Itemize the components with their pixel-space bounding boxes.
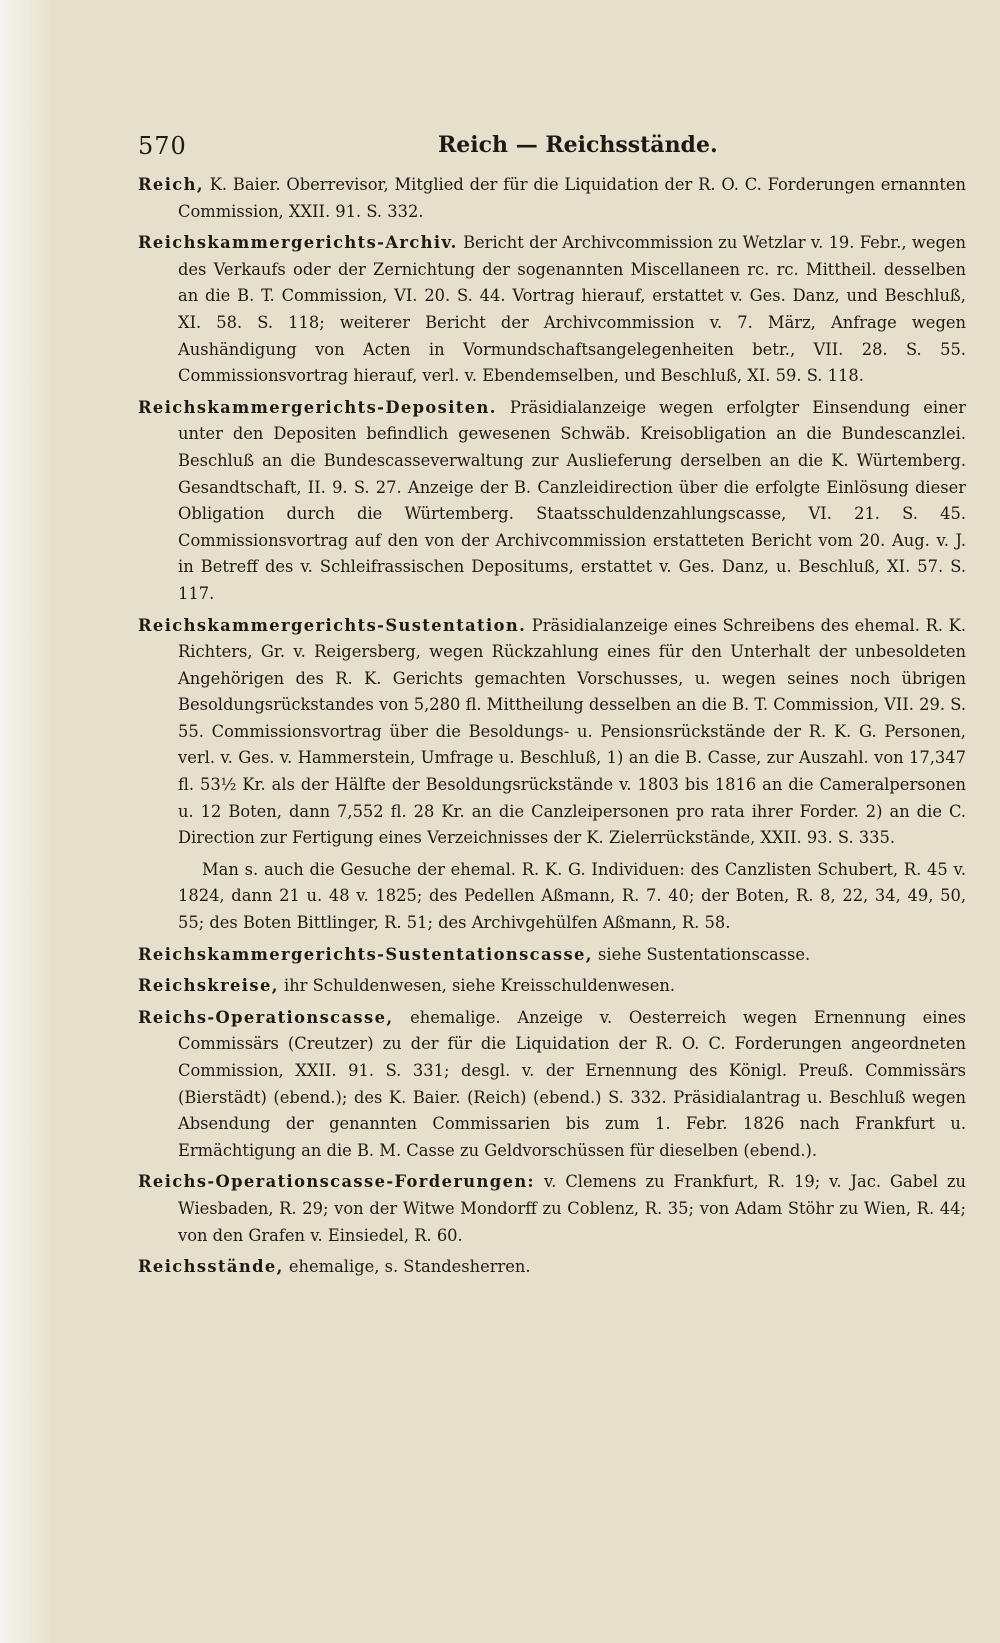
- entry-headword: Reichskammergerichts-Sustentationscasse,: [138, 944, 593, 964]
- page-content: [138, 128, 966, 1286]
- entry-headword: Reichsstände,: [138, 1257, 284, 1277]
- entry-headword: Reich,: [138, 175, 204, 194]
- entry-headword: Reichs-Operationscasse,: [138, 1007, 394, 1027]
- page-gutter: [0, 0, 50, 1643]
- index-entry-reichskreise: [138, 973, 966, 1000]
- page-number: 570: [138, 132, 187, 160]
- index-entry-reichs-operationscasse: [138, 1005, 966, 1165]
- entry-text: ehemalige, s. Standesherren.: [288, 1257, 531, 1277]
- entry-headword: Reichskammergerichts-Archiv.: [138, 233, 458, 253]
- index-entry-reichskammergerichts-sustentation: [138, 613, 966, 852]
- entry-text: v. Clemens zu Frankfurt, R. 19; v. Jac. Gabel zu Wiesbaden, R. 29; von der Witwe Mondorff zu Coblenz, R. 35; von Adam Stöhr zu Wien, R. 44; von den Grafen v. Einsiedel, R. 60.: [178, 1172, 966, 1245]
- running-head: Reich — Reichsstände.: [438, 132, 718, 158]
- entry-headword: Reichskammergerichts-Depositen.: [138, 397, 497, 417]
- entry-text: Präsidialanzeige wegen erfolgter Einsendung einer unter den Depositen befindlich gewesenen Schwäb. Kreisobligation an die Bundescanzlei. Beschluß an die Bundescasseverwaltung zur Auslieferung derselben an die K. Würtemberg. Gesandtschaft, II. 9. S. 27. Anzeige der B. Canzleidirection über die erfolgte Einlösung dieser Obligation durch die Würtemberg. Staatsschuldenzahlungscasse, VI. 21. S. 45. Commissionsvortrag auf den von der Archivcommission erstatteten Bericht vom 20. Aug. v. J. in Betreff des v. Schleifrassischen Depositums, erstattet v. Ges. Danz, u. Beschluß, XI. 57. S. 117.: [178, 397, 966, 603]
- index-entry-reichskammergerichts-depositen: [138, 395, 966, 608]
- entry-headword: Reichs-Operationscasse-Forderungen:: [138, 1172, 535, 1192]
- entry-text: K. Baier. Oberrevisor, Mitglied der für die Liquidation der R. O. C. Forderungen ernannten Commission, XXII. 91. S. 332.: [178, 175, 966, 221]
- entry-text: siehe Sustentationscasse.: [598, 944, 811, 964]
- entry-text: ehemalige. Anzeige v. Oesterreich wegen Ernennung eines Commissärs (Creutzer) zu der für die Liquidation der R. O. C. Forderungen angeordneten Commission, XXII. 91. S. 331; desgl. v. der Ernennung des Königl. Preuß. Commissärs (Bierstädt) (ebend.); des K. Baier. (Reich) (ebend.) S. 332. Präsidialantrag u. Beschluß wegen Absendung der genannten Commissarien bis zum 1. Febr. 1826 nach Frankfurt u. Ermächtigung an die B. M. Casse zu Geldvorschüssen für dieselben (ebend.).: [178, 1007, 966, 1160]
- index-entry-operationscasse-forderungen: [138, 1169, 966, 1249]
- entry-text: Präsidialanzeige eines Schreibens des ehemal. R. K. Richters, Gr. v. Reigersberg, wegen Rückzahlung eines für den Unterhalt der unbesoldeten Angehörigen des R. K. Gerichts gemachten Vorschusses, u. wegen seines noch übrigen Besoldungsrückstandes von 5,280 fl. Mittheilung desselben an die B. T. Commission, VII. 29. S. 55. Commissionsvortrag über die Besoldungs- u. Pensionsrückstände der R. K. G. Personen, verl. v. Ges. v. Hammerstein, Umfrage u. Beschluß, 1) an die B. Casse, zur Auszahl. von 17,347 fl. 53½ Kr. als der Hälfte der Besoldungsrückstände v. 1803 bis 1816 an die Cameralpersonen u. 12 Boten, dann 7,552 fl. 28 Kr. an die Canzleipersonen pro rata ihrer Forder. 2) an die C. Direction zur Fertigung eines Verzeichnisses der K. Zielerrückstände, XXII. 93. S. 335.: [178, 615, 966, 848]
- cross-reference-note: Man s. auch die Gesuche der ehemal. R. K. G. Individuen: des Canzlisten Schubert, R. 45 v. 1824, dann 21 u. 48 v. 1825; des Pedellen Aßmann, R. 7. 40; der Boten, R. 8, 22, 34, 49, 50, 55; des Boten Bittlinger, R. 51; des Archivgehülfen Aßmann, R. 58.: [178, 859, 966, 933]
- index-entry-reich: [138, 172, 966, 225]
- entry-text: Bericht der Archivcommission zu Wetzlar v. 19. Febr., wegen des Verkaufs oder der Zernichtung der sogenannten Miscellaneen rc. rc. Mittheil. desselben an die B. T. Commission, VI. 20. S. 44. Vortrag hierauf, erstattet v. Ges. Danz, und Beschluß, XI. 58. S. 118; weiterer Bericht der Archivcommission v. 7. März, Anfrage wegen Aushändigung von Acten in Vormundschaftsangelegenheiten betr., VII. 28. S. 55. Commissionsvortrag hierauf, verl. v. Ebendemselben, und Beschluß, XI. 59. S. 118.: [178, 233, 966, 386]
- entry-headword: Reichskammergerichts-Sustentation.: [138, 615, 527, 635]
- index-entry-reichsstaende: [138, 1254, 966, 1281]
- page-header: [138, 128, 966, 172]
- index-entry-sustentationscasse: [138, 942, 966, 969]
- index-entry-reichskammergerichts-archiv: [138, 230, 966, 390]
- entry-headword: Reichskreise,: [138, 976, 279, 996]
- entry-text: ihr Schuldenwesen, siehe Kreisschuldenwesen.: [283, 976, 676, 996]
